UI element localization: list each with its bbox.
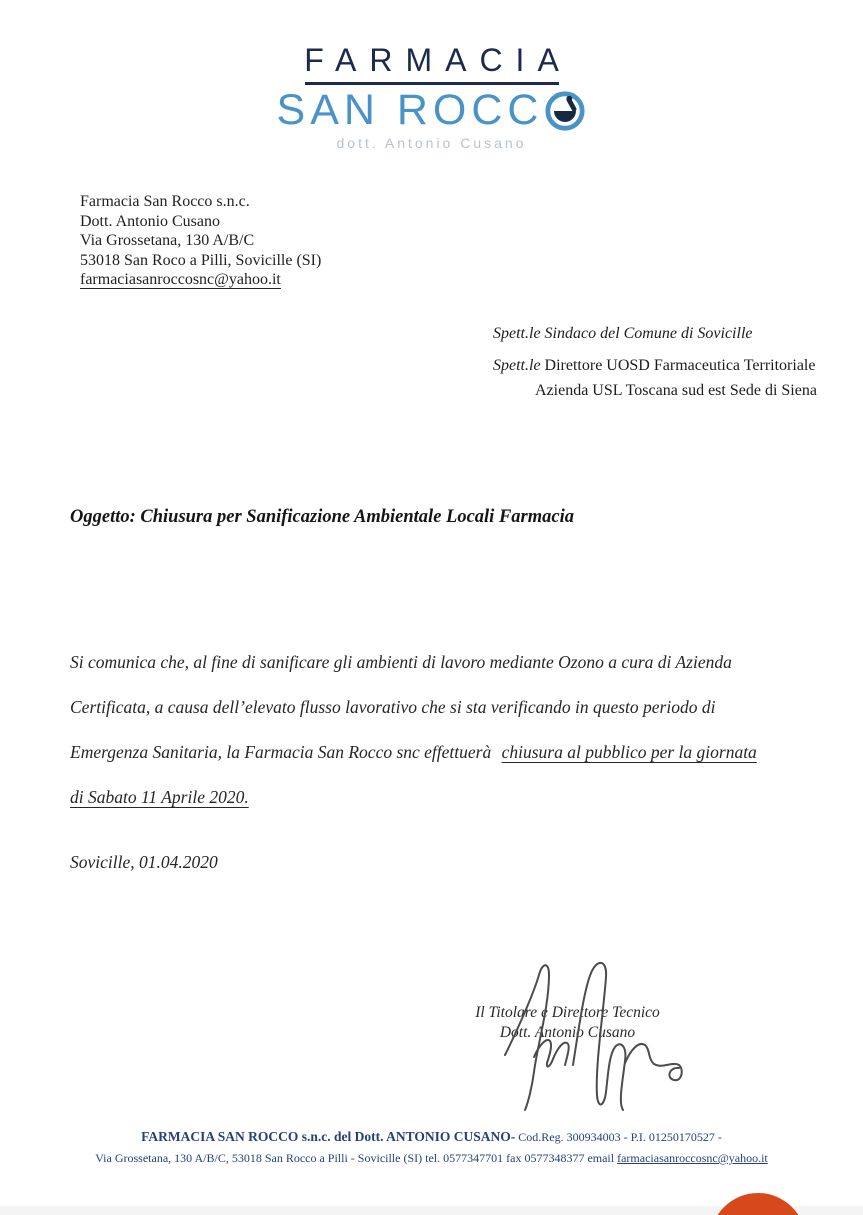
signatory-name: Dott. Antonio Cusano xyxy=(499,1024,636,1041)
recipient-org: Azienda USL Toscana sud est Sede di Siena xyxy=(535,382,817,399)
footer-line-1 xyxy=(0,1126,863,1148)
pharmacy-logo xyxy=(0,42,863,151)
recipient-director: Spett.le Direttore UOSD Farmaceutica Territoriale xyxy=(493,357,816,374)
body-line-4 xyxy=(70,775,830,820)
mortar-and-pestle-icon xyxy=(544,90,586,132)
closure-notice-underlined: chiusura al pubblico per la giornata xyxy=(501,742,757,762)
footer-contact-info: Via Grossetana, 130 A/B/C, 53018 San Rocco a Pilli - Sovicille (SI) tel. 0577347701 fax 0577348377 email xyxy=(95,1151,618,1165)
body-line-1: Si comunica che, al fine di sanificare gli ambienti di lavoro mediante Ozono a cura di Azienda xyxy=(70,652,732,672)
signatory-role: Il Titolare e Direttore Tecnico xyxy=(475,1004,660,1021)
recipient-mayor: Spett.le Sindaco del Comune di Sovicille xyxy=(493,325,753,342)
logo-name xyxy=(0,86,863,135)
footer-email-link[interactable]: farmaciasanroccosnc@yahoo.it xyxy=(617,1151,768,1165)
recipients-block xyxy=(493,325,817,400)
logo-subtitle: dott. Antonio Cusano xyxy=(336,135,527,151)
body-line-3: Emergenza Sanitaria, la Farmacia San Rocco snc effettuerà chiusura al pubblico per la giornata xyxy=(70,742,757,762)
handwritten-signature xyxy=(487,937,717,1117)
sender-city: 53018 San Roco a Pilli, Sovicille (SI) xyxy=(80,251,322,269)
sender-street: Via Grossetana, 130 A/B/C xyxy=(80,232,255,249)
subject-line: Oggetto: Chiusura per Sanificazione Ambientale Locali Farmacia xyxy=(70,507,574,527)
logo-title: FARMACIA xyxy=(304,42,572,78)
footer-company-name: FARMACIA SAN ROCCO s.n.c. del Dott. ANTONIO CUSANO- xyxy=(141,1129,516,1144)
footer-registration: Cod.Reg. 300934003 - P.I. 01250170527 - xyxy=(515,1130,722,1144)
body-line-2: Certificata, a causa dell’elevato flusso lavorativo che si sta verificando in questo periodo di xyxy=(70,697,716,717)
logo-name-text: SAN ROCC xyxy=(276,86,544,134)
sender-email-link[interactable]: farmaciasanroccosnc@yahoo.it xyxy=(80,271,281,288)
sender-name: Farmacia San Rocco s.n.c. xyxy=(80,193,250,210)
letterhead-footer xyxy=(0,1126,863,1169)
floating-action-button[interactable] xyxy=(710,1193,806,1215)
letter-body xyxy=(70,640,830,820)
place-and-date: Sovicille, 01.04.2020 xyxy=(70,852,218,872)
closure-date-underlined: di Sabato 11 Aprile 2020. xyxy=(70,787,249,807)
footer-line-2 xyxy=(0,1148,863,1169)
sender-owner: Dott. Antonio Cusano xyxy=(80,212,221,230)
logo-divider xyxy=(305,82,559,85)
sender-address-block xyxy=(80,192,321,290)
